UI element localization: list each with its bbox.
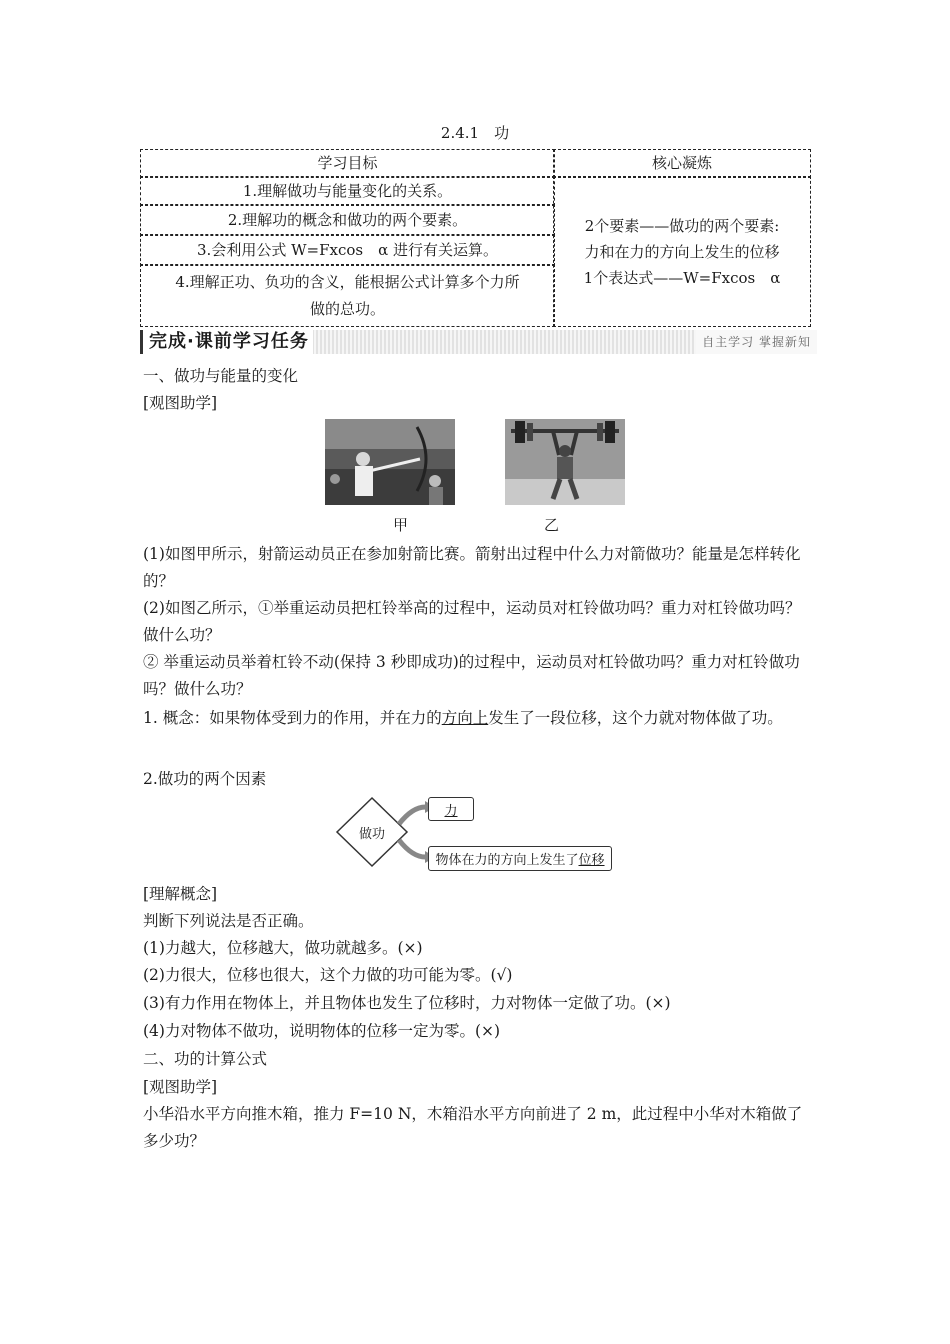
goal-4 <box>140 264 555 327</box>
objectives-table <box>140 149 811 327</box>
diagram-displacement-underline: 位移 <box>578 853 605 868</box>
goal-1: 1.理解做功与能量变化的关系。 <box>140 176 555 206</box>
two-factors-heading: 2.做功的两个因素 <box>143 770 267 788</box>
section-banner <box>140 330 817 354</box>
table-header-core: 核心凝炼 <box>553 149 811 178</box>
section-2-question: 小华沿水平方向推木箱，推力 F=10 N，木箱沿水平方向前进了 2 m，此过程中小华对木箱做了多少功？ <box>143 1105 803 1150</box>
work-factors-diagram <box>335 794 620 874</box>
understand-intro: 判断下列说法是否正确。 <box>143 912 314 930</box>
judgement-1: (1)力越大，位移越大，做功就越多。(×) <box>143 939 423 957</box>
core-line-1: 2个要素——做功的两个要素: <box>584 216 780 235</box>
concept-definition <box>143 705 809 732</box>
section-1-heading: 一、做功与能量的变化 <box>143 367 299 385</box>
weightlifter-photo <box>505 419 625 505</box>
caption-a: 甲 <box>393 516 409 534</box>
concept-text-1: 1. 概念：如果物体受到力的作用，并在力的 <box>143 709 442 727</box>
diagram-displacement-text: 物体在力的方向上发生了 <box>435 853 579 868</box>
banner-subtitle: 自主学习 掌握新知 <box>696 330 817 354</box>
core-line-3: 1个表达式——W=Fxcos α <box>583 268 781 287</box>
goal-3: 3.会利用公式 W=Fxcos α 进行有关运算。 <box>140 234 555 266</box>
table-header-goals: 学习目标 <box>140 149 555 178</box>
core-line-2: 力和在力的方向上发生的位移 <box>584 242 780 261</box>
diagram-displacement-box <box>428 846 612 871</box>
caption-b: 乙 <box>544 516 560 534</box>
question-3: ② 举重运动员举着杠铃不动(保持 3 秒即成功)的过程中，运动员对杠铃做功吗？重力对杠铃做功吗？做什么功？ <box>143 653 800 698</box>
observe-tag-1: [观图助学] <box>143 394 218 412</box>
concept-text-2: 发生了一段位移，这个力就对物体做了功。 <box>488 709 783 727</box>
goal-2: 2.理解功的概念和做功的两个要素。 <box>140 204 555 236</box>
diagram-force-label: 力 <box>444 803 458 819</box>
understand-tag: [理解概念] <box>143 885 218 903</box>
judgement-3: (3)有力作用在物体上，并且物体也发生了位移时，力对物体一定做了功。(×) <box>143 994 671 1012</box>
judgement-4: (4)力对物体不做功，说明物体的位移一定为零。(×) <box>143 1022 501 1040</box>
question-2: (2)如图乙所示，①举重运动员把杠铃举高的过程中，运动员对杠铃做功吗？重力对杠铃做功吗？做什么功？ <box>143 599 801 644</box>
archer-photo <box>325 419 455 505</box>
concept-underline: 方向上 <box>441 709 489 727</box>
observe-tag-2: [观图助学] <box>143 1078 218 1096</box>
judgement-2: (2)力很大，位移也很大，这个力做的功可能为零。(√) <box>143 966 513 984</box>
section-2-heading: 二、功的计算公式 <box>143 1050 268 1068</box>
goal-4-line-2: 做的总功。 <box>309 299 385 318</box>
core-summary <box>553 176 811 327</box>
diagram-force-box <box>428 797 474 821</box>
diagram-center-label: 做功 <box>358 827 385 842</box>
goal-4-line-1: 4.理解正功、负功的含义，能根据公式计算多个力所 <box>175 272 520 291</box>
question-1: (1)如图甲所示，射箭运动员正在参加射箭比赛。箭射出过程中什么力对箭做功？能量是怎样转化的？ <box>143 545 801 590</box>
page-title: 2.4.1 功 <box>440 124 510 142</box>
banner-title: 完成·课前学习任务 <box>140 330 313 354</box>
